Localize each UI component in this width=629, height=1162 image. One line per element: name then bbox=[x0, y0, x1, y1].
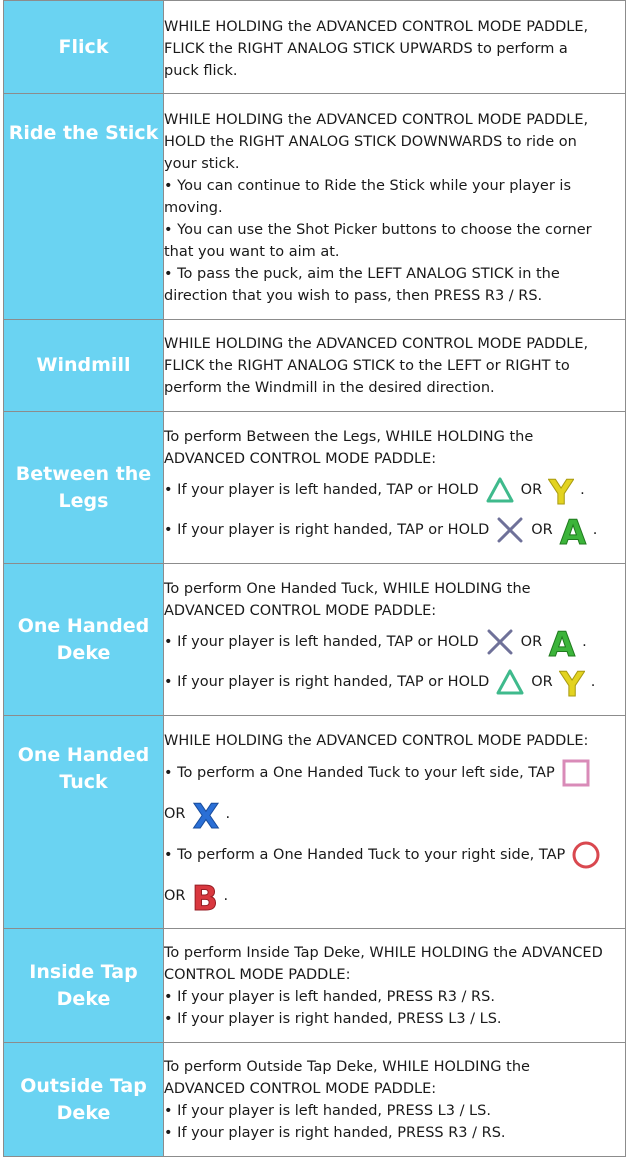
control-name-label: Windmill bbox=[36, 354, 131, 376]
cross-icon bbox=[485, 627, 515, 657]
control-name-label: Outside Tap bbox=[20, 1074, 147, 1097]
desc-line: • If your player is right handed, PRESS L3 / LS. bbox=[164, 1011, 502, 1027]
square-icon bbox=[561, 758, 591, 788]
control-desc-windmill bbox=[164, 320, 626, 412]
or-text: OR bbox=[520, 482, 543, 498]
period-text: . bbox=[590, 674, 596, 690]
triangle-icon bbox=[485, 475, 515, 505]
right-handed-line bbox=[164, 662, 625, 702]
control-name-flick bbox=[4, 1, 164, 94]
control-desc-outside-tap-deke bbox=[164, 1043, 626, 1157]
table-row-inside-tap-deke bbox=[4, 929, 626, 1043]
or-text: OR bbox=[164, 888, 186, 904]
left-handed-line bbox=[164, 470, 625, 510]
table-row-ride-the-stick bbox=[4, 94, 626, 320]
control-desc-inside-tap-deke bbox=[164, 929, 626, 1043]
desc-line: • If your player is left handed, PRESS L3 / LS. bbox=[164, 1103, 491, 1119]
or-text: OR bbox=[531, 522, 553, 538]
desc-line: • If your player is right handed, PRESS R3 / RS. bbox=[164, 1125, 506, 1141]
period-text: . bbox=[225, 806, 231, 822]
control-name-label: Deke bbox=[56, 987, 111, 1010]
control-desc-one-handed-tuck bbox=[164, 716, 626, 929]
a-button-icon bbox=[559, 513, 587, 547]
control-name-label: One Handed bbox=[17, 744, 150, 766]
desc-line: HOLD the RIGHT ANALOG STICK DOWNWARDS to ride on bbox=[164, 134, 577, 150]
desc-line: perform the Windmill in the desired direction. bbox=[164, 380, 495, 396]
period-text: . bbox=[223, 888, 229, 904]
desc-text: • If your player is right handed, TAP or HOLD bbox=[164, 674, 490, 690]
control-name-label: One Handed bbox=[17, 614, 150, 637]
right-handed-line bbox=[164, 510, 625, 550]
b-button-icon bbox=[192, 879, 218, 913]
or-text: OR bbox=[520, 634, 543, 650]
control-name-label: Flick bbox=[58, 35, 109, 58]
left-handed-line bbox=[164, 622, 625, 662]
control-name-one-handed-tuck bbox=[4, 716, 164, 929]
desc-line: CONTROL MODE PADDLE: bbox=[164, 967, 351, 983]
controls-table bbox=[3, 0, 626, 1157]
desc-line: ADVANCED CONTROL MODE PADDLE: bbox=[164, 451, 437, 467]
desc-line: moving. bbox=[164, 200, 223, 216]
desc-line: To perform One Handed Tuck, WHILE HOLDING the bbox=[164, 581, 531, 597]
desc-line: • You can continue to Ride the Stick while your player is bbox=[164, 178, 572, 194]
x-letter: X bbox=[192, 797, 219, 831]
period-text: . bbox=[580, 482, 585, 498]
desc-line: • If your player is left handed, PRESS R3 / RS. bbox=[164, 989, 495, 1005]
control-name-between-the-legs bbox=[4, 412, 164, 564]
control-name-label: Tuck bbox=[59, 771, 108, 793]
desc-line: puck flick. bbox=[164, 62, 238, 79]
y-letter: Y bbox=[559, 665, 585, 699]
desc-line: To perform Between the Legs, WHILE HOLDING the bbox=[164, 429, 534, 445]
desc-text: • If your player is left handed, TAP or HOLD bbox=[164, 634, 479, 650]
control-name-ride-the-stick bbox=[4, 94, 164, 320]
control-name-label: Legs bbox=[58, 489, 109, 512]
control-name-windmill bbox=[4, 320, 164, 412]
cross-icon bbox=[495, 515, 525, 545]
desc-line: To perform Inside Tap Deke, WHILE HOLDING the ADVANCED bbox=[164, 945, 603, 961]
desc-line: WHILE HOLDING the ADVANCED CONTROL MODE PADDLE, bbox=[164, 18, 589, 35]
a-letter: A bbox=[549, 625, 576, 659]
desc-line: ADVANCED CONTROL MODE PADDLE: bbox=[164, 603, 437, 619]
desc-line: FLICK the RIGHT ANALOG STICK UPWARDS to perform a bbox=[164, 40, 568, 57]
circle-icon bbox=[571, 840, 601, 870]
table-row-one-handed-deke bbox=[4, 564, 626, 716]
desc-line: To perform Outside Tap Deke, WHILE HOLDING the bbox=[164, 1059, 530, 1075]
table-row-one-handed-tuck bbox=[4, 716, 626, 929]
desc-line: WHILE HOLDING the ADVANCED CONTROL MODE PADDLE: bbox=[164, 733, 589, 749]
table-row-outside-tap-deke bbox=[4, 1043, 626, 1157]
period-text: . bbox=[582, 634, 587, 650]
x-button-icon bbox=[192, 797, 220, 831]
desc-line: • You can use the Shot Picker buttons to choose the corner bbox=[164, 222, 592, 238]
desc-line: WHILE HOLDING the ADVANCED CONTROL MODE PADDLE, bbox=[164, 336, 589, 352]
desc-text: • To perform a One Handed Tuck to your right side, TAP bbox=[164, 847, 566, 863]
control-desc-one-handed-deke bbox=[164, 564, 626, 716]
or-text: OR bbox=[531, 674, 553, 690]
control-name-label: Between the bbox=[15, 462, 152, 485]
desc-line: direction that you wish to pass, then PRESS R3 / RS. bbox=[164, 288, 543, 304]
y-button-icon bbox=[559, 665, 585, 699]
table-row-between-the-legs bbox=[4, 412, 626, 564]
desc-line: that you want to aim at. bbox=[164, 244, 340, 260]
desc-line: FLICK the RIGHT ANALOG STICK to the LEFT or RIGHT to bbox=[164, 358, 570, 374]
control-name-one-handed-deke bbox=[4, 564, 164, 716]
period-text: . bbox=[592, 522, 598, 538]
control-name-label: Inside Tap bbox=[29, 960, 138, 983]
control-desc-between-the-legs bbox=[164, 412, 626, 564]
desc-line: your stick. bbox=[164, 156, 240, 172]
control-name-outside-tap-deke bbox=[4, 1043, 164, 1157]
right-side-line-or bbox=[164, 876, 625, 916]
table-row-flick bbox=[4, 1, 626, 94]
table-row-windmill bbox=[4, 320, 626, 412]
desc-text: • If your player is left handed, TAP or HOLD bbox=[164, 482, 479, 498]
or-text: OR bbox=[164, 806, 186, 822]
control-name-label: Deke bbox=[56, 1101, 111, 1124]
control-name-label: Ride the Stick bbox=[8, 122, 159, 144]
desc-text: • To perform a One Handed Tuck to your left side, TAP bbox=[164, 765, 555, 781]
desc-line: ADVANCED CONTROL MODE PADDLE: bbox=[164, 1081, 437, 1097]
left-side-line bbox=[164, 752, 625, 794]
a-button-icon bbox=[548, 625, 576, 659]
desc-text: • If your player is right handed, TAP or HOLD bbox=[164, 522, 490, 538]
y-button-icon bbox=[548, 473, 574, 507]
control-desc-ride-the-stick bbox=[164, 94, 626, 320]
a-letter: A bbox=[559, 513, 586, 547]
desc-line: WHILE HOLDING the ADVANCED CONTROL MODE PADDLE, bbox=[164, 112, 589, 128]
triangle-icon bbox=[495, 667, 525, 697]
control-desc-flick bbox=[164, 1, 626, 94]
control-name-inside-tap-deke bbox=[4, 929, 164, 1043]
control-name-label: Deke bbox=[56, 641, 111, 664]
y-letter: Y bbox=[548, 473, 574, 507]
b-letter: B bbox=[191, 879, 218, 913]
desc-line: • To pass the puck, aim the LEFT ANALOG STICK in the bbox=[164, 266, 560, 282]
left-side-line-or bbox=[164, 794, 625, 834]
right-side-line bbox=[164, 834, 625, 876]
